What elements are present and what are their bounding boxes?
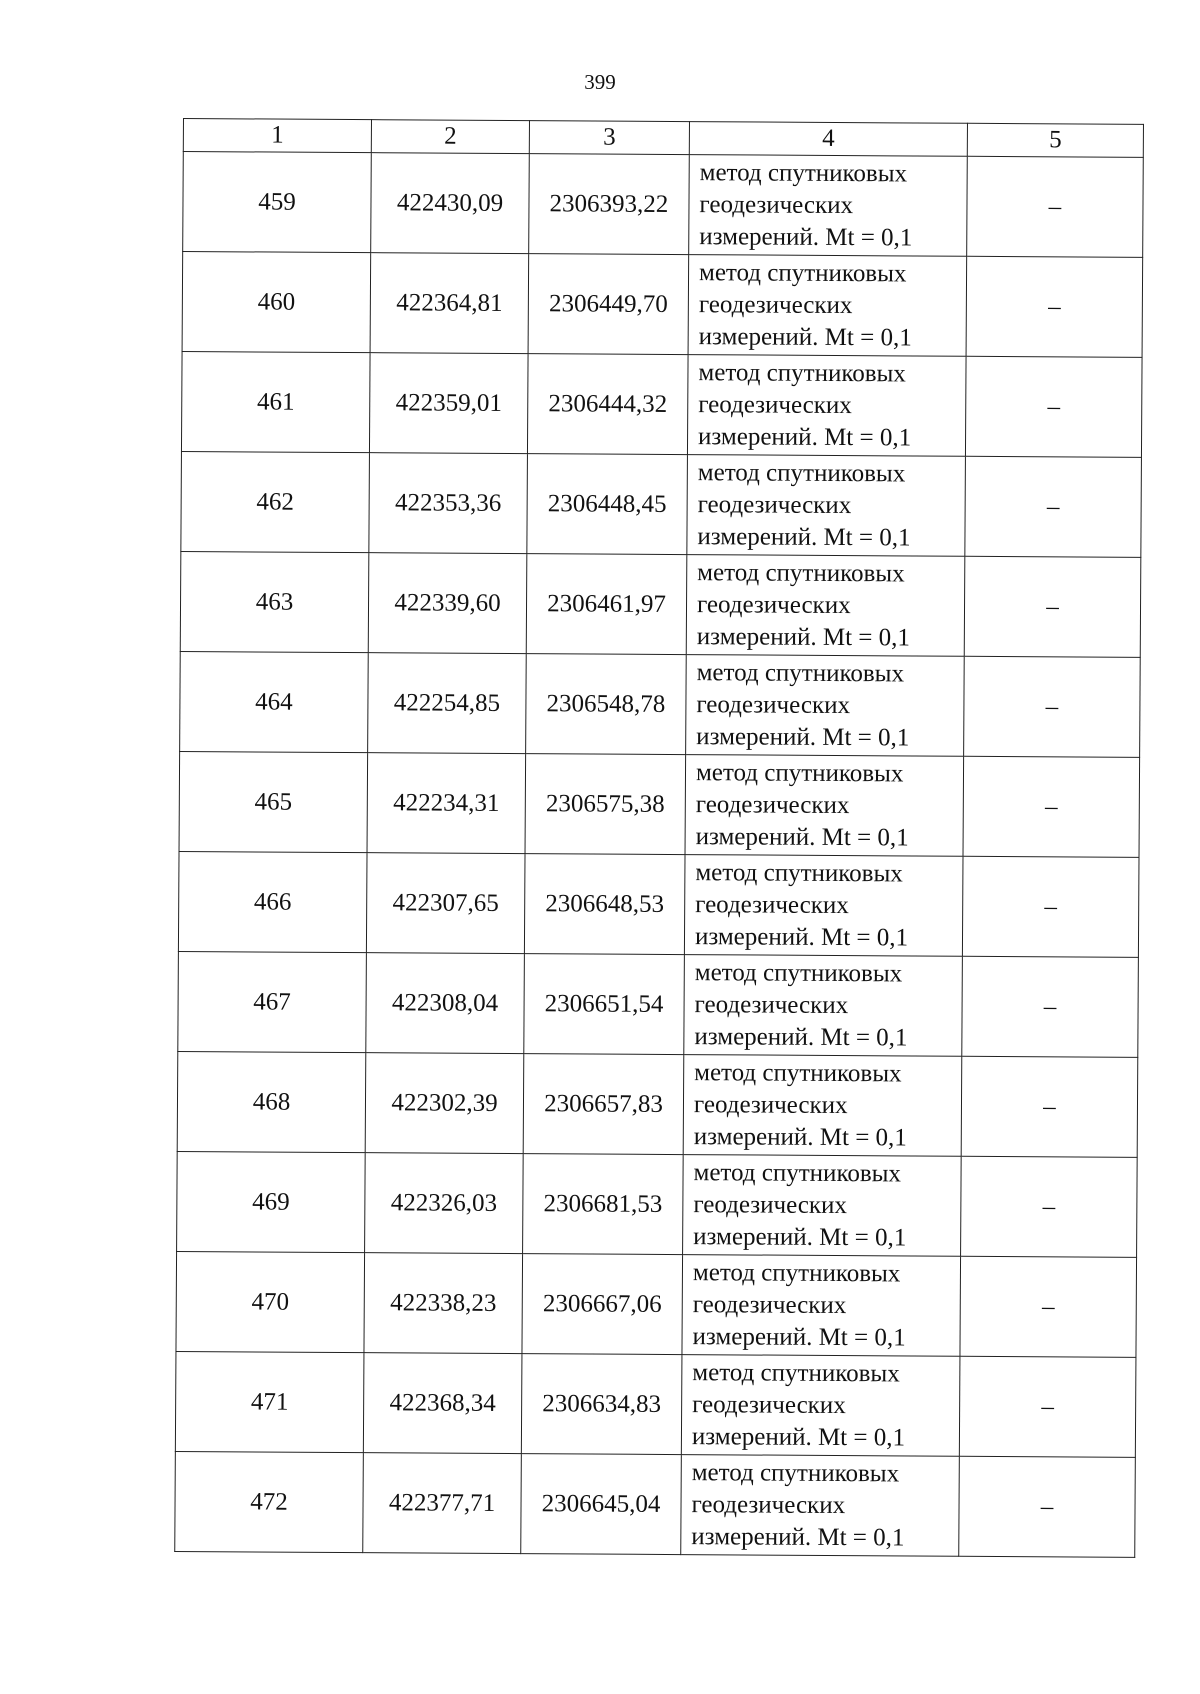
- y-coordinate-cell: 2306548,78: [526, 654, 687, 755]
- point-number-cell: 462: [181, 451, 370, 552]
- method-text-line: измерений. Mt = 0,1: [697, 522, 911, 551]
- y-coordinate-cell: 2306657,83: [523, 1054, 684, 1155]
- column-header-4: 4: [689, 122, 967, 157]
- method-cell: [688, 255, 967, 357]
- method-text-line: геодезических: [696, 690, 851, 719]
- y-coordinate-cell: 2306461,97: [526, 554, 687, 655]
- method-cell: [683, 1155, 962, 1257]
- x-coordinate-cell: 422353,36: [369, 453, 528, 554]
- method-text-line: метод спутниковых: [697, 458, 906, 487]
- page-number: 399: [584, 70, 616, 94]
- note-cell: –: [959, 1456, 1136, 1557]
- x-coordinate-cell: 422307,65: [366, 853, 525, 954]
- y-coordinate-cell: 2306575,38: [525, 754, 686, 855]
- y-coordinate-cell: 2306651,54: [524, 954, 685, 1055]
- point-number-cell: 466: [178, 851, 367, 952]
- method-text-line: геодезических: [693, 1090, 848, 1119]
- method-text-line: метод спутниковых: [691, 1458, 900, 1487]
- x-coordinate-cell: 422339,60: [368, 553, 527, 654]
- note-cell: –: [962, 856, 1139, 957]
- table-row: [175, 1451, 1136, 1557]
- note-cell: –: [962, 956, 1139, 1057]
- method-text-line: измерений. Mt = 0,1: [697, 422, 912, 451]
- point-number-cell: 459: [183, 152, 372, 253]
- method-text-line: геодезических: [698, 290, 853, 319]
- table-row: [178, 851, 1139, 957]
- column-header-1: 1: [183, 119, 371, 153]
- method-text-line: геодезических: [691, 1490, 846, 1519]
- method-text-line: геодезических: [696, 590, 851, 619]
- method-cell: [686, 655, 965, 757]
- method-text-line: геодезических: [699, 190, 854, 219]
- x-coordinate-cell: 422338,23: [364, 1253, 523, 1354]
- method-text-line: измерений. Mt = 0,1: [694, 922, 909, 951]
- column-header-2: 2: [371, 120, 529, 154]
- x-coordinate-cell: 422254,85: [368, 653, 527, 754]
- note-cell: –: [959, 1356, 1136, 1457]
- y-coordinate-cell: 2306444,32: [527, 354, 688, 455]
- method-text-line: геодезических: [692, 1290, 847, 1319]
- method-text-line: измерений. Mt = 0,1: [691, 1522, 905, 1551]
- point-number-cell: 471: [175, 1351, 364, 1452]
- table-row: [181, 451, 1142, 557]
- note-cell: –: [967, 156, 1144, 257]
- note-cell: –: [961, 1156, 1138, 1257]
- table-row: [181, 351, 1142, 457]
- point-number-cell: 465: [179, 751, 368, 852]
- method-text-line: метод спутниковых: [698, 358, 906, 387]
- x-coordinate-cell: 422302,39: [365, 1053, 524, 1154]
- note-cell: –: [960, 1256, 1137, 1357]
- note-cell: –: [963, 756, 1140, 857]
- point-number-cell: 461: [181, 351, 370, 452]
- x-coordinate-cell: 422377,71: [363, 1453, 522, 1554]
- x-coordinate-cell: 422308,04: [366, 953, 525, 1054]
- method-text-line: измерений. Mt = 0,1: [693, 1122, 907, 1151]
- table-row: [179, 751, 1140, 857]
- note-cell: –: [964, 556, 1141, 657]
- method-text-line: измерений. Mt = 0,1: [699, 222, 913, 251]
- method-text-line: геодезических: [694, 990, 849, 1019]
- note-cell: –: [964, 656, 1141, 757]
- method-text-line: метод спутниковых: [695, 758, 904, 787]
- method-text-line: метод спутниковых: [697, 558, 905, 587]
- method-text-line: геодезических: [695, 790, 850, 819]
- y-coordinate-cell: 2306667,06: [522, 1254, 683, 1355]
- method-text-line: измерений. Mt = 0,1: [696, 722, 910, 751]
- table-row: [176, 1251, 1137, 1357]
- method-text-line: геодезических: [695, 890, 849, 919]
- note-cell: –: [965, 356, 1142, 457]
- y-coordinate-cell: 2306393,22: [529, 154, 690, 255]
- method-cell: [687, 355, 966, 457]
- table-row: [180, 651, 1141, 757]
- method-text-line: геодезических: [698, 390, 852, 419]
- point-number-cell: 463: [180, 551, 369, 652]
- method-cell: [684, 855, 963, 957]
- x-coordinate-cell: 422368,34: [363, 1353, 522, 1454]
- y-coordinate-cell: 2306681,53: [523, 1154, 684, 1255]
- note-cell: –: [965, 456, 1142, 557]
- point-number-cell: 472: [175, 1451, 364, 1552]
- method-text-line: геодезических: [697, 490, 852, 519]
- method-text-line: измерений. Mt = 0,1: [695, 822, 909, 851]
- table-row: [180, 551, 1141, 657]
- x-coordinate-cell: 422364,81: [370, 253, 529, 354]
- point-number-cell: 467: [178, 951, 367, 1052]
- point-number-cell: 460: [182, 252, 371, 353]
- table-row: [178, 951, 1139, 1057]
- point-number-cell: 468: [177, 1051, 366, 1152]
- method-cell: [687, 455, 966, 557]
- method-cell: [686, 555, 965, 657]
- method-cell: [682, 1255, 961, 1357]
- method-text-line: метод спутниковых: [692, 1258, 901, 1287]
- coordinates-table: [174, 118, 1144, 1558]
- method-cell: [681, 1455, 960, 1557]
- x-coordinate-cell: 422326,03: [365, 1153, 524, 1254]
- table-body: [175, 152, 1144, 1558]
- method-text-line: измерений. Mt = 0,1: [693, 1222, 907, 1251]
- method-text-line: измерений. Mt = 0,1: [698, 322, 912, 351]
- method-text-line: метод спутниковых: [699, 158, 908, 187]
- coordinates-table-container: [174, 118, 1143, 1558]
- method-text-line: метод спутниковых: [696, 658, 905, 687]
- column-header-5: 5: [967, 123, 1143, 157]
- method-cell: [689, 155, 968, 257]
- method-text-line: метод спутниковых: [692, 1358, 900, 1387]
- note-cell: –: [966, 256, 1143, 357]
- method-text-line: измерений. Mt = 0,1: [692, 1322, 906, 1351]
- method-text-line: метод спутниковых: [694, 958, 903, 987]
- method-text-line: метод спутниковых: [698, 258, 907, 287]
- method-text-line: геодезических: [692, 1390, 846, 1419]
- x-coordinate-cell: 422234,31: [367, 753, 526, 854]
- point-number-cell: 470: [176, 1251, 365, 1352]
- y-coordinate-cell: 2306634,83: [521, 1354, 682, 1455]
- method-text-line: измерений. Mt = 0,1: [694, 1022, 908, 1051]
- method-cell: [684, 955, 963, 1057]
- method-cell: [681, 1355, 960, 1457]
- x-coordinate-cell: 422430,09: [371, 153, 530, 254]
- method-text-line: геодезических: [693, 1190, 848, 1219]
- table-row: [182, 252, 1143, 358]
- method-text-line: измерений. Mt = 0,1: [691, 1422, 906, 1451]
- point-number-cell: 469: [177, 1151, 366, 1252]
- note-cell: –: [961, 1056, 1138, 1157]
- method-text-line: метод спутниковых: [694, 1058, 902, 1087]
- table-row: [183, 152, 1144, 258]
- point-number-cell: 464: [180, 651, 369, 752]
- table-row: [177, 1051, 1138, 1157]
- x-coordinate-cell: 422359,01: [369, 353, 528, 454]
- y-coordinate-cell: 2306448,45: [527, 454, 688, 555]
- column-header-3: 3: [529, 121, 689, 155]
- method-text-line: метод спутниковых: [693, 1158, 902, 1187]
- y-coordinate-cell: 2306648,53: [524, 854, 685, 955]
- table-row: [177, 1151, 1138, 1257]
- method-text-line: измерений. Mt = 0,1: [696, 622, 911, 651]
- y-coordinate-cell: 2306449,70: [528, 254, 689, 355]
- method-text-line: метод спутниковых: [695, 858, 903, 887]
- y-coordinate-cell: 2306645,04: [521, 1454, 682, 1555]
- method-cell: [683, 1055, 962, 1157]
- table-row: [175, 1351, 1136, 1457]
- method-cell: [685, 755, 964, 857]
